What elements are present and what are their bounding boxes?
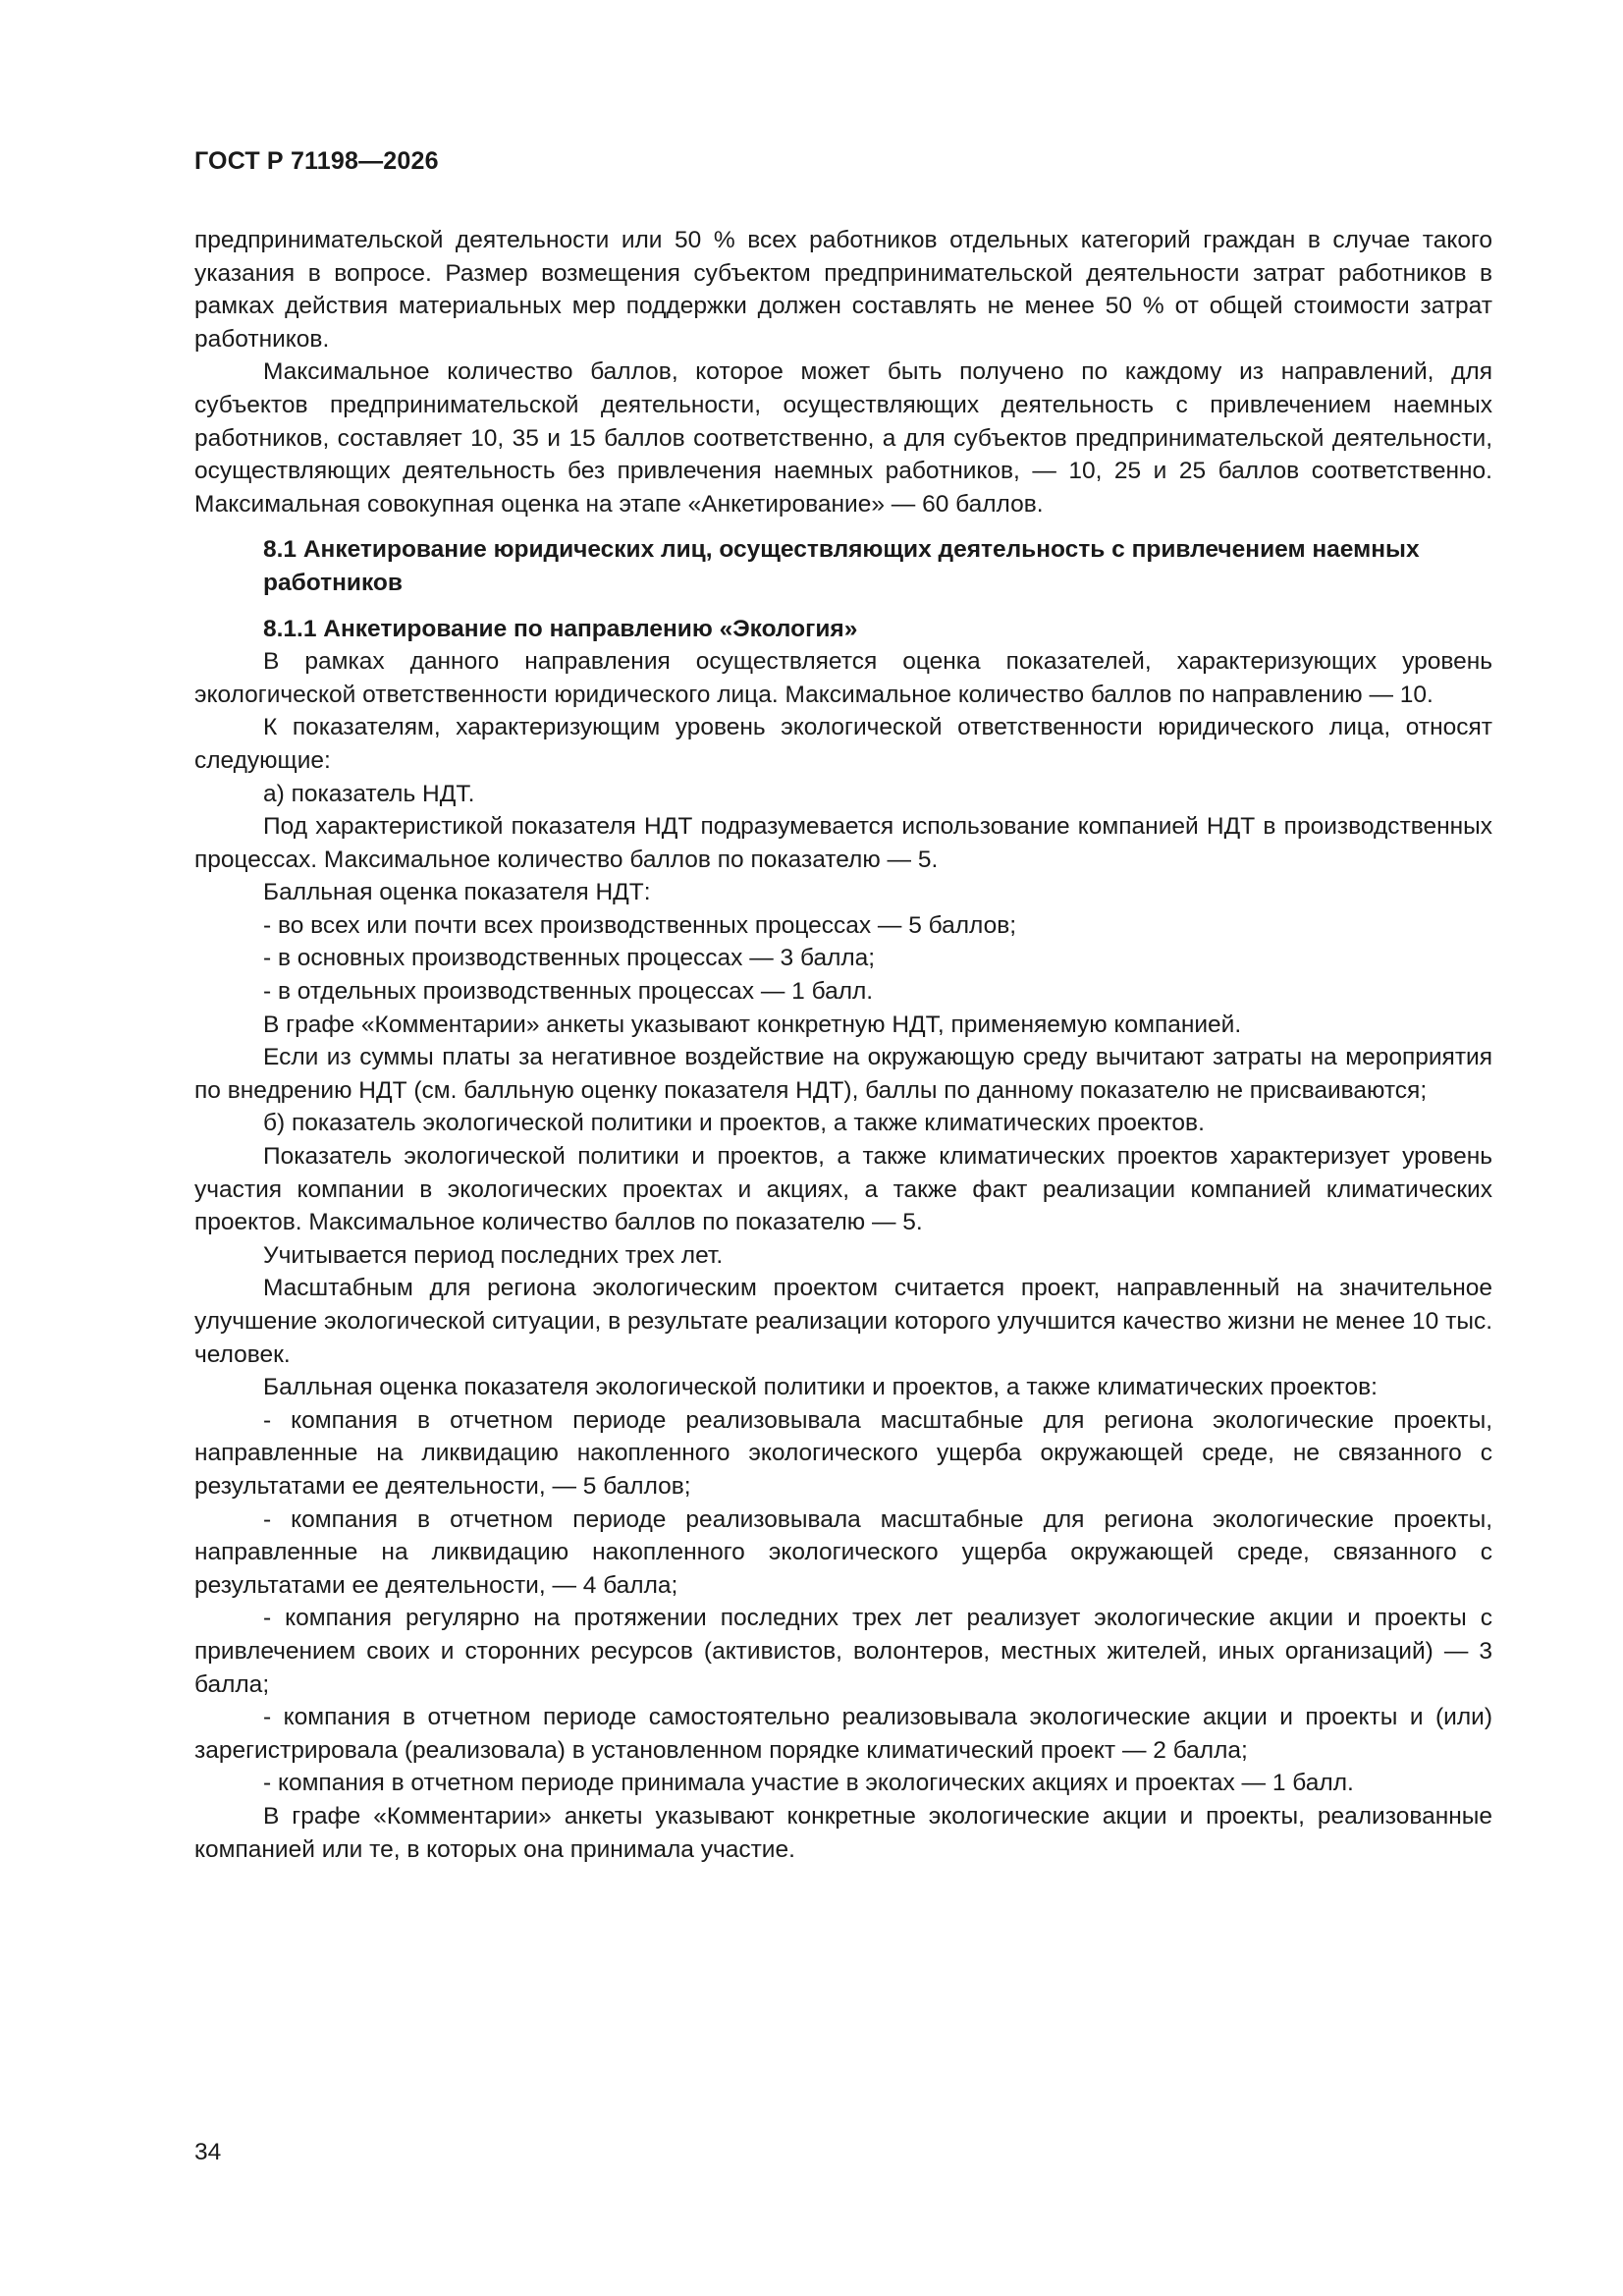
list-item: - компания регулярно на протяжении последних трех лет реализует экологические акции и проекты с привлечением своих и сторонних ресурсов (активистов, волонтеров, местных жителей, иных организаций) — 3 балла; [194, 1605, 1492, 1698]
paragraph: Показатель экологической политики и проектов, а также климатических проектов характеризует уровень участия компании в экологических проектах и акциях, а также факт реализации компанией климатических проектов. Максимальное количество баллов по показателю — 5. [194, 1143, 1492, 1236]
paragraph: Под характеристикой показателя НДТ подразумевается использование компанией НДТ в производственных процессах. Максимальное количество баллов по показателю — 5. [194, 813, 1492, 873]
paragraph: Масштабным для региона экологическим проектом считается проект, направленный на значительное улучшение экологической ситуации, в результате реализации которого улучшится качество жизни не менее 10 тыс. человек. [194, 1275, 1492, 1368]
list-item: - компания в отчетном периоде принимала участие в экологических акциях и проектах — 1 балл. [263, 1770, 1354, 1797]
list-item: - компания в отчетном периоде самостоятельно реализовывала экологические акции и проекты и (или) зарегистрировала (реализовала) в установленном порядке климатический проект — 2 балла; [194, 1704, 1492, 1764]
paragraph: предпринимательской деятельности или 50 % всех работников отдельных категорий граждан в случае такого указания в вопросе. Размер возмещения субъектом предпринимательской деятельности затрат работников в рамках действия материальных мер поддержки должен составлять не менее 50 % от общей стоимости затрат работников. [194, 227, 1492, 353]
paragraph: К показателям, характеризующим уровень экологической ответственности юридического лица, относят следующие: [194, 714, 1492, 774]
paragraph: Если из суммы платы за негативное воздействие на окружающую среду вычитают затраты на мероприятия по внедрению НДТ (см. балльную оценку показателя НДТ), баллы по данному показателю не присваиваются; [194, 1044, 1492, 1104]
section-heading-8-1: 8.1 Анкетирование юридических лиц, осуществляющих деятельность с привлечением наемных работников [263, 536, 1420, 596]
list-item: а) показатель НДТ. [263, 780, 475, 807]
list-item: - во всех или почти всех производственных процессах — 5 баллов; [263, 911, 1017, 939]
document-code-header: ГОСТ Р 71198—2026 [194, 147, 439, 175]
list-item: - компания в отчетном периоде реализовывала масштабные для региона экологические проекты, направленные на ликвидацию накопленного экологического ущерба окружающей среде, не связанного с результатами ее деятельности, — 5 баллов; [194, 1406, 1492, 1500]
paragraph: Балльная оценка показателя экологической политики и проектов, а также климатических проектов: [263, 1374, 1378, 1401]
list-item: - в отдельных производственных процессах — 1 балл. [263, 978, 874, 1006]
paragraph: В графе «Комментарии» анкеты указывают конкретные экологические акции и проекты, реализованные компанией или те, в которых она принимала участие. [194, 1802, 1492, 1863]
paragraph: В графе «Комментарии» анкеты указывают конкретную НДТ, применяемую компанией. [263, 1011, 1242, 1038]
section-heading-8-1-1: 8.1.1 Анкетирование по направлению «Экология» [263, 615, 858, 642]
paragraph: В рамках данного направления осуществляется оценка показателей, характеризующих уровень экологической ответственности юридического лица. Максимальное количество баллов по направлению — 10. [194, 648, 1492, 708]
list-item: б) показатель экологической политики и проектов, а также климатических проектов. [263, 1110, 1205, 1137]
list-item: - компания в отчетном периоде реализовывала масштабные для региона экологические проекты, направленные на ликвидацию накопленного экологического ущерба окружающей среде, связанного с результатами ее деятельности, — 4 балла; [194, 1505, 1492, 1599]
document-body [194, 224, 1492, 1866]
paragraph: Балльная оценка показателя НДТ: [263, 879, 651, 906]
page-number: 34 [194, 2139, 222, 2165]
list-item: - в основных производственных процессах — 3 балла; [263, 945, 876, 972]
paragraph: Максимальное количество баллов, которое может быть получено по каждому из направлений, для субъектов предпринимательской деятельности, осуществляющих деятельность с привлечением наемных работников, составляет 10, 35 и 15 баллов соответственно, а для субъектов предпринимательской деятельности, осуществляющих деятельность без привлечения наемных работников, — 10, 25 и 25 баллов соответственно. Максимальная совокупная оценка на этапе «Анкетирование» — 60 баллов. [194, 358, 1492, 518]
paragraph: Учитывается период последних трех лет. [263, 1241, 724, 1269]
